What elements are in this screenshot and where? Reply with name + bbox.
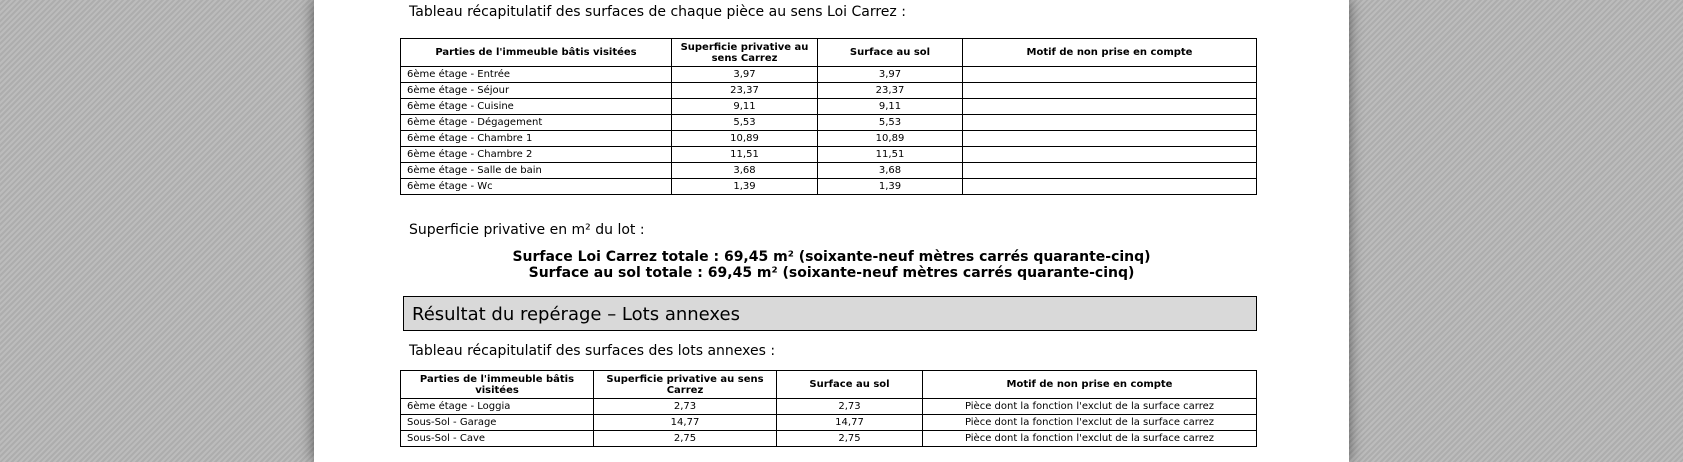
cell-motif: [963, 115, 1257, 131]
cell-carrez: 3,68: [672, 163, 818, 179]
cell-sol: 14,77: [777, 415, 923, 431]
cell-partie: 6ème étage - Séjour: [401, 83, 672, 99]
table-row: [401, 179, 1257, 195]
cell-sol: 10,89: [818, 131, 963, 147]
header-sol: Surface au sol: [777, 371, 923, 399]
lot-summary-intro: Superficie privative en m² du lot :: [409, 222, 645, 238]
document-page: [314, 0, 1349, 462]
cell-motif: [963, 131, 1257, 147]
cell-sol: 11,51: [818, 147, 963, 163]
cell-motif: [963, 179, 1257, 195]
header-carrez: Superficie privative au sens Carrez: [594, 371, 777, 399]
cell-carrez: 3,97: [672, 67, 818, 83]
table-row: [401, 131, 1257, 147]
cell-partie: Sous-Sol - Garage: [401, 415, 594, 431]
cell-sol: 3,97: [818, 67, 963, 83]
annex-table: [400, 370, 1257, 447]
carrez-table-header: [401, 39, 1257, 67]
cell-carrez: 23,37: [672, 83, 818, 99]
header-motif: Motif de non prise en compte: [923, 371, 1257, 399]
header-parties: Parties de l'immeuble bâtis visitées: [401, 371, 594, 399]
table-row: [401, 163, 1257, 179]
cell-partie: 6ème étage - Dégagement: [401, 115, 672, 131]
cell-sol: 2,73: [777, 399, 923, 415]
main-table-intro: Tableau récapitulatif des surfaces de chaque pièce au sens Loi Carrez :: [409, 4, 906, 20]
cell-carrez: 14,77: [594, 415, 777, 431]
annex-table-intro: Tableau récapitulatif des surfaces des lots annexes :: [409, 343, 776, 359]
table-row: [401, 147, 1257, 163]
table-row: [401, 431, 1257, 447]
cell-partie: Sous-Sol - Cave: [401, 431, 594, 447]
cell-sol: 1,39: [818, 179, 963, 195]
cell-motif: Pièce dont la fonction l'exclut de la surface carrez: [923, 415, 1257, 431]
table-row: [401, 99, 1257, 115]
cell-partie: 6ème étage - Loggia: [401, 399, 594, 415]
cell-partie: 6ème étage - Chambre 2: [401, 147, 672, 163]
cell-carrez: 11,51: [672, 147, 818, 163]
cell-motif: [963, 163, 1257, 179]
cell-partie: 6ème étage - Cuisine: [401, 99, 672, 115]
cell-motif: Pièce dont la fonction l'exclut de la surface carrez: [923, 431, 1257, 447]
cell-partie: 6ème étage - Entrée: [401, 67, 672, 83]
cell-carrez: 2,73: [594, 399, 777, 415]
cell-motif: [963, 147, 1257, 163]
header-carrez: Superficie privative au sens Carrez: [672, 39, 818, 67]
table-row: [401, 415, 1257, 431]
table-row: [401, 115, 1257, 131]
annex-table-header: [401, 371, 1257, 399]
cell-carrez: 1,39: [672, 179, 818, 195]
cell-carrez: 10,89: [672, 131, 818, 147]
header-motif: Motif de non prise en compte: [963, 39, 1257, 67]
cell-motif: [963, 67, 1257, 83]
cell-partie: 6ème étage - Wc: [401, 179, 672, 195]
header-parties: Parties de l'immeuble bâtis visitées: [401, 39, 672, 67]
cell-carrez: 5,53: [672, 115, 818, 131]
carrez-table: [400, 38, 1257, 195]
cell-motif: Pièce dont la fonction l'exclut de la surface carrez: [923, 399, 1257, 415]
cell-sol: 3,68: [818, 163, 963, 179]
section-title: Résultat du repérage – Lots annexes: [403, 296, 1257, 331]
table-row: [401, 83, 1257, 99]
cell-motif: [963, 99, 1257, 115]
table-row: [401, 67, 1257, 83]
header-sol: Surface au sol: [818, 39, 963, 67]
table-row: [401, 399, 1257, 415]
cell-motif: [963, 83, 1257, 99]
cell-partie: 6ème étage - Chambre 1: [401, 131, 672, 147]
carrez-total: Surface Loi Carrez totale : 69,45 m² (soixante-neuf mètres carrés quarante-cinq): [512, 249, 1151, 265]
cell-partie: 6ème étage - Salle de bain: [401, 163, 672, 179]
cell-sol: 9,11: [818, 99, 963, 115]
cell-sol: 23,37: [818, 83, 963, 99]
cell-sol: 5,53: [818, 115, 963, 131]
sol-total: Surface au sol totale : 69,45 m² (soixante-neuf mètres carrés quarante-cinq): [528, 265, 1135, 281]
cell-sol: 2,75: [777, 431, 923, 447]
cell-carrez: 9,11: [672, 99, 818, 115]
cell-carrez: 2,75: [594, 431, 777, 447]
